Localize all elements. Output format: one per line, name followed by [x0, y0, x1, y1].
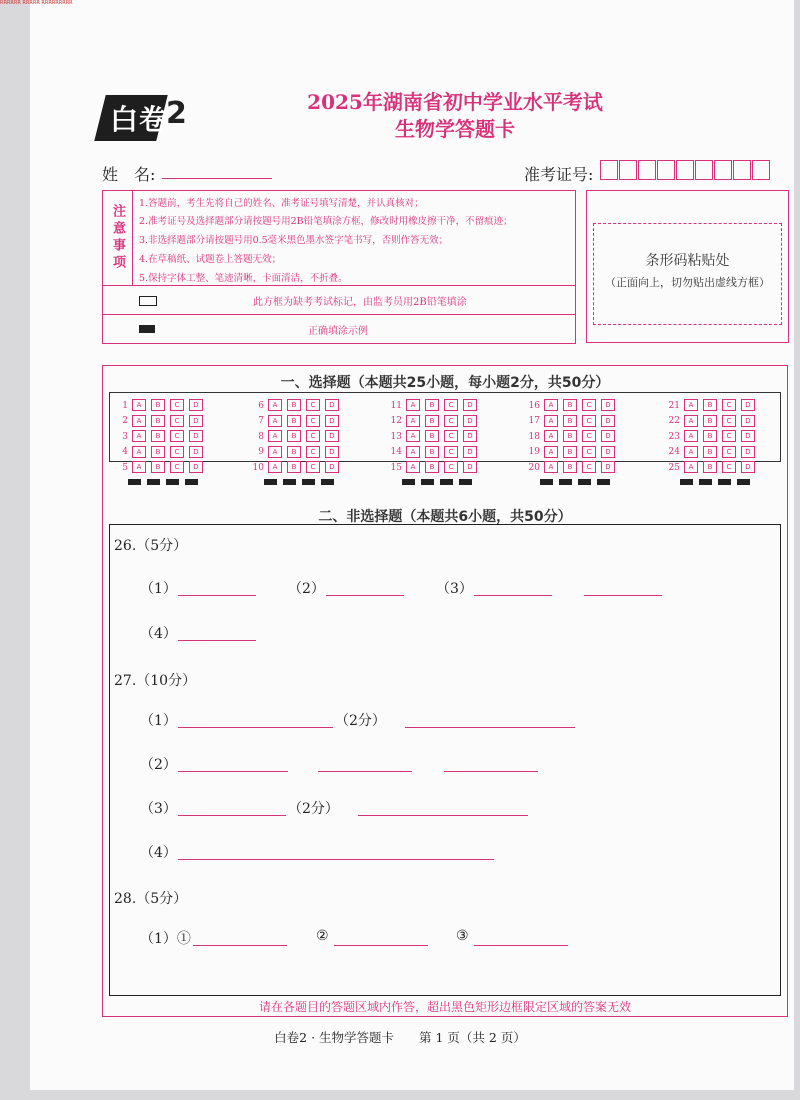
q27-part2-label: （2） — [140, 757, 177, 773]
mc-option-d[interactable]: D — [741, 399, 755, 411]
mc-option-b[interactable]: B — [287, 430, 301, 442]
mc-question-number: 19 — [528, 447, 540, 457]
mc-option-c[interactable]: C — [444, 415, 458, 427]
mc-question-19 — [526, 446, 620, 458]
mc-option-c[interactable]: C — [444, 461, 458, 473]
timing-mark — [264, 479, 277, 485]
mc-option-d[interactable]: D — [741, 446, 755, 458]
barcode-dashed-frame — [593, 223, 782, 325]
mc-question-9 — [250, 446, 344, 458]
notice-item-3: 3.非选择题部分请按题号用0.5毫米黑色墨水签字笔书写，否则作答无效； — [139, 235, 449, 246]
mc-option-a[interactable]: A — [406, 461, 420, 473]
absent-mark-text: 此方框为缺考考试标记，由监考员用2B铅笔填涂 — [253, 297, 467, 308]
answer-area — [109, 524, 781, 996]
timing-mark — [321, 479, 334, 485]
mc-question-number: 11 — [390, 400, 402, 411]
exam-id-digit-box[interactable] — [657, 160, 675, 180]
notice-item-2: 2.准考证号及选择题部分请按题号用2B铅笔填涂方框，修改时用橡皮擦干净，不留痕迹； — [139, 216, 513, 227]
mc-option-c[interactable]: C — [306, 446, 320, 458]
mc-option-d[interactable]: D — [325, 399, 339, 411]
q28-heading: 28.（5分） — [114, 891, 188, 907]
mc-option-a[interactable]: A — [268, 430, 282, 442]
exam-id-digit-box[interactable] — [695, 160, 713, 180]
mc-option-d[interactable]: D — [463, 461, 477, 473]
mc-question-15 — [388, 461, 482, 473]
mc-option-c[interactable]: C — [444, 399, 458, 411]
mc-question-number: 4 — [122, 447, 128, 457]
mc-question-1 — [114, 399, 208, 411]
mc-question-number: 2 — [122, 416, 128, 426]
mc-question-18 — [526, 430, 620, 442]
timing-mark — [597, 479, 610, 485]
q26-heading: 26.（5分） — [114, 538, 188, 554]
q27-part1-label: （1） — [140, 713, 177, 729]
mc-question-8 — [250, 430, 344, 442]
q28-circle3-label: ③ — [456, 928, 469, 944]
mc-option-a[interactable]: A — [268, 461, 282, 473]
mc-question-21 — [666, 399, 760, 411]
mc-option-c[interactable]: C — [582, 461, 596, 473]
fill-example-text: 正确填涂示例 — [308, 326, 368, 337]
mc-question-number: 24 — [668, 447, 680, 457]
notice-side-label-box — [103, 191, 133, 285]
mc-option-a[interactable]: A — [544, 399, 558, 411]
mc-option-a[interactable]: A — [544, 415, 558, 427]
q28-blank2-line[interactable] — [334, 945, 428, 946]
timing-mark — [128, 479, 141, 485]
q26-part1-label: （1） — [140, 581, 177, 597]
mc-option-a[interactable]: A — [684, 430, 698, 442]
mc-option-b[interactable]: B — [425, 430, 439, 442]
timing-mark — [737, 479, 750, 485]
mc-option-a[interactable]: A — [684, 461, 698, 473]
mc-question-2 — [114, 415, 208, 427]
exam-id-digit-box[interactable] — [676, 160, 694, 180]
answer-section — [102, 365, 788, 1017]
mc-option-a[interactable]: A — [132, 415, 146, 427]
q26-part2-label: （2） — [288, 581, 325, 597]
mc-question-13 — [388, 430, 482, 442]
mc-question-14 — [388, 446, 482, 458]
q26-part2-line[interactable] — [326, 595, 404, 596]
timing-mark — [302, 479, 315, 485]
mc-option-a[interactable]: A — [132, 461, 146, 473]
mc-option-a[interactable]: A — [684, 415, 698, 427]
mc-option-c[interactable]: C — [582, 415, 596, 427]
mc-option-a[interactable]: A — [406, 399, 420, 411]
fill-example-mark — [139, 325, 155, 333]
q28-circle2-label: ② — [316, 928, 329, 944]
notice-divider-2 — [103, 314, 575, 315]
q27-part3-label: （3） — [140, 801, 177, 817]
mc-option-a[interactable]: A — [406, 446, 420, 458]
mc-option-a[interactable]: A — [544, 461, 558, 473]
section2-title: 二、非选择题（本题共6小题，共50分） — [318, 509, 572, 525]
mc-question-number: 17 — [528, 416, 540, 426]
mc-question-6 — [250, 399, 344, 411]
mc-question-number: 15 — [390, 462, 402, 473]
mc-option-b[interactable]: B — [563, 430, 577, 442]
timing-mark — [147, 479, 160, 485]
mc-option-a[interactable]: A — [544, 446, 558, 458]
mc-option-d[interactable]: D — [189, 399, 203, 411]
mc-option-c[interactable]: C — [170, 415, 184, 427]
mc-question-number: 5 — [122, 462, 128, 473]
mc-option-c[interactable]: C — [306, 399, 320, 411]
mc-option-c[interactable]: C — [306, 415, 320, 427]
mc-question-number: 3 — [122, 431, 128, 442]
mc-option-c[interactable]: C — [170, 461, 184, 473]
q27-part2-line-a[interactable] — [178, 771, 288, 772]
mc-question-number: 12 — [390, 416, 402, 426]
mc-option-b[interactable]: B — [703, 399, 717, 411]
timing-mark — [402, 479, 415, 485]
badge-text: 白卷 — [110, 103, 169, 136]
q27-part1-line-a[interactable] — [178, 727, 333, 728]
mc-option-b[interactable]: B — [151, 461, 165, 473]
q28-blank3-line[interactable] — [474, 945, 568, 946]
barcode-area — [586, 190, 789, 343]
mc-option-c[interactable]: C — [722, 446, 736, 458]
mc-option-b[interactable]: B — [287, 415, 301, 427]
q27-part3-score: （2分） — [288, 801, 339, 817]
notice-box — [102, 190, 576, 344]
mc-option-a[interactable]: A — [268, 446, 282, 458]
notice-item-4: 4.在草稿纸、试题卷上答题无效； — [139, 254, 282, 265]
timing-mark — [440, 479, 453, 485]
mc-question-3 — [114, 430, 208, 442]
mc-question-number: 10 — [252, 462, 264, 473]
mc-option-d[interactable]: D — [601, 446, 615, 458]
mc-question-number: 16 — [528, 400, 540, 411]
timing-mark — [283, 479, 296, 485]
timing-mark — [699, 479, 712, 485]
mc-question-number: 25 — [668, 462, 680, 473]
mc-question-4 — [114, 446, 208, 458]
mc-option-d[interactable]: D — [325, 461, 339, 473]
exam-subtitle: 生物学答题卡 — [395, 117, 515, 141]
mc-question-number: 20 — [528, 462, 540, 473]
timing-mark — [578, 479, 591, 485]
mc-option-d[interactable]: D — [189, 430, 203, 442]
name-label: 姓 名: — [102, 165, 156, 184]
mc-option-d[interactable]: D — [463, 446, 477, 458]
mc-question-7 — [250, 415, 344, 427]
mc-option-a[interactable]: A — [684, 446, 698, 458]
mc-option-b[interactable]: B — [563, 399, 577, 411]
timing-mark — [421, 479, 434, 485]
mc-question-number: 13 — [390, 431, 402, 442]
mc-option-c[interactable]: C — [582, 446, 596, 458]
mc-option-d[interactable]: D — [189, 446, 203, 458]
mc-option-a[interactable]: A — [132, 446, 146, 458]
mc-option-b[interactable]: B — [563, 415, 577, 427]
q27-heading: 27.（10分） — [114, 673, 197, 689]
mc-option-c[interactable]: C — [444, 446, 458, 458]
mc-option-b[interactable]: B — [287, 461, 301, 473]
mc-option-b[interactable]: B — [563, 446, 577, 458]
mc-option-c[interactable]: C — [444, 430, 458, 442]
mc-question-number: 21 — [668, 400, 680, 411]
mc-option-a[interactable]: A — [406, 415, 420, 427]
mc-option-c[interactable]: C — [306, 461, 320, 473]
mc-option-b[interactable]: B — [151, 430, 165, 442]
mc-question-number: 22 — [668, 416, 680, 426]
mc-question-10 — [250, 461, 344, 473]
notice-side-label: 注意事项 — [110, 204, 125, 272]
timing-mark — [540, 479, 553, 485]
mc-option-d[interactable]: D — [189, 415, 203, 427]
mc-option-c[interactable]: C — [170, 446, 184, 458]
mc-option-b[interactable]: B — [287, 446, 301, 458]
mc-question-number: 14 — [390, 447, 402, 457]
corner-mark: RRRRRR RRRRR RRRRRRRRR — [0, 0, 73, 6]
mc-option-d[interactable]: D — [325, 430, 339, 442]
mc-option-b[interactable]: B — [287, 399, 301, 411]
multiple-choice-grid — [109, 392, 781, 473]
timing-mark — [166, 479, 179, 485]
mc-option-d[interactable]: D — [601, 461, 615, 473]
mc-question-20 — [526, 461, 620, 473]
q27-part3-line-a[interactable] — [178, 815, 286, 816]
mc-option-d[interactable]: D — [601, 399, 615, 411]
mc-option-b[interactable]: B — [563, 461, 577, 473]
mc-question-12 — [388, 415, 482, 427]
notice-item-5: 5.保持字体工整、笔迹清晰，卡面清洁，不折叠。 — [139, 273, 348, 284]
mc-question-5 — [114, 461, 208, 473]
mc-question-number: 6 — [258, 400, 264, 411]
mc-question-22 — [666, 415, 760, 427]
mc-question-number: 1 — [122, 400, 128, 411]
mc-question-17 — [526, 415, 620, 427]
mc-option-c[interactable]: C — [306, 430, 320, 442]
mc-option-a[interactable]: A — [406, 430, 420, 442]
q27-part1-score: （2分） — [335, 713, 386, 729]
mc-question-16 — [526, 399, 620, 411]
timing-mark — [185, 479, 198, 485]
mc-option-c[interactable]: C — [582, 399, 596, 411]
mc-option-a[interactable]: A — [268, 415, 282, 427]
mc-option-a[interactable]: A — [132, 399, 146, 411]
mc-option-a[interactable]: A — [268, 399, 282, 411]
mc-option-d[interactable]: D — [741, 415, 755, 427]
exam-id-digit-box[interactable] — [638, 160, 656, 180]
section1-title: 一、选择题（本题共25小题，每小题2分，共50分） — [280, 375, 610, 391]
mc-option-d[interactable]: D — [463, 415, 477, 427]
timing-mark — [559, 479, 572, 485]
q28-part1-label: （1）① — [140, 931, 191, 947]
mc-option-c[interactable]: C — [582, 430, 596, 442]
q28-blank1-line[interactable] — [193, 945, 287, 946]
exam-id-digit-box[interactable] — [600, 160, 618, 180]
mc-option-c[interactable]: C — [170, 399, 184, 411]
timing-mark — [680, 479, 693, 485]
mc-question-number: 7 — [258, 416, 264, 426]
exam-title: 2025年湖南省初中学业水平考试 — [307, 90, 603, 114]
barcode-subtitle: （正面向上，切勿贴出虚线方框） — [605, 276, 770, 289]
q26-part3-line-a[interactable] — [474, 595, 552, 596]
mc-option-d[interactable]: D — [463, 399, 477, 411]
mc-option-d[interactable]: D — [741, 461, 755, 473]
q27-part4-line[interactable] — [178, 859, 494, 860]
mc-question-number: 9 — [258, 447, 264, 457]
page-footer: 白卷2 · 生物学答题卡 第 1 页（共 2 页） — [274, 1030, 526, 1045]
q27-part2-line-b[interactable] — [318, 771, 412, 772]
q27-part1-line-b[interactable] — [405, 727, 575, 728]
exam-id-digit-box[interactable] — [752, 160, 770, 180]
mc-option-d[interactable]: D — [325, 446, 339, 458]
mc-option-b[interactable]: B — [151, 399, 165, 411]
mc-option-b[interactable]: B — [425, 446, 439, 458]
mc-option-c[interactable]: C — [722, 415, 736, 427]
mc-option-b[interactable]: B — [703, 461, 717, 473]
mc-option-b[interactable]: B — [703, 446, 717, 458]
mc-option-b[interactable]: B — [425, 415, 439, 427]
q27-part2-line-c[interactable] — [444, 771, 538, 772]
mc-question-23 — [666, 430, 760, 442]
mc-option-a[interactable]: A — [544, 430, 558, 442]
absent-mark-box[interactable] — [139, 296, 157, 306]
exam-id-digit-box[interactable] — [733, 160, 751, 180]
mc-option-a[interactable]: A — [684, 399, 698, 411]
exam-id-digit-box[interactable] — [619, 160, 637, 180]
notice-divider-1 — [103, 285, 575, 286]
mc-question-number: 18 — [528, 431, 540, 442]
q26-part3-label: （3） — [436, 581, 473, 597]
mc-question-11 — [388, 399, 482, 411]
mc-option-d[interactable]: D — [741, 430, 755, 442]
mc-question-number: 23 — [668, 431, 680, 442]
timing-mark — [459, 479, 472, 485]
mc-option-d[interactable]: D — [601, 415, 615, 427]
mc-option-b[interactable]: B — [425, 461, 439, 473]
q27-part3-line-b[interactable] — [358, 815, 528, 816]
mc-option-c[interactable]: C — [722, 461, 736, 473]
timing-mark — [718, 479, 731, 485]
q26-part1-line[interactable] — [178, 595, 256, 596]
mc-option-b[interactable]: B — [151, 415, 165, 427]
exam-id-digit-box[interactable] — [714, 160, 732, 180]
mc-option-c[interactable]: C — [722, 430, 736, 442]
notice-item-1: 1.答题前，考生先将自己的姓名、准考证号填写清楚，并认真核对； — [139, 198, 424, 209]
mc-option-a[interactable]: A — [132, 430, 146, 442]
mc-option-d[interactable]: D — [463, 430, 477, 442]
q26-part3-line-b[interactable] — [584, 595, 662, 596]
mc-option-d[interactable]: D — [601, 430, 615, 442]
mc-question-25 — [666, 461, 760, 473]
mc-option-c[interactable]: C — [722, 399, 736, 411]
exam-id-label: 准考证号: — [524, 165, 594, 184]
mc-option-d[interactable]: D — [189, 461, 203, 473]
mc-option-d[interactable]: D — [325, 415, 339, 427]
boundary-warning: 请在各题目的答题区域内作答，超出黑色矩形边框限定区域的答案无效 — [258, 1000, 631, 1014]
mc-option-b[interactable]: B — [425, 399, 439, 411]
mc-option-c[interactable]: C — [170, 430, 184, 442]
q27-part4-label: （4） — [140, 845, 177, 861]
mc-question-number: 8 — [258, 431, 264, 442]
mc-option-b[interactable]: B — [703, 415, 717, 427]
name-field[interactable] — [162, 178, 272, 179]
q26-part4-label: （4） — [140, 626, 177, 642]
mc-option-b[interactable]: B — [703, 430, 717, 442]
badge-number: 2 — [166, 96, 187, 131]
mc-question-24 — [666, 446, 760, 458]
mc-option-b[interactable]: B — [151, 446, 165, 458]
q26-part4-line[interactable] — [178, 640, 256, 641]
barcode-title: 条形码粘贴处 — [645, 253, 730, 269]
